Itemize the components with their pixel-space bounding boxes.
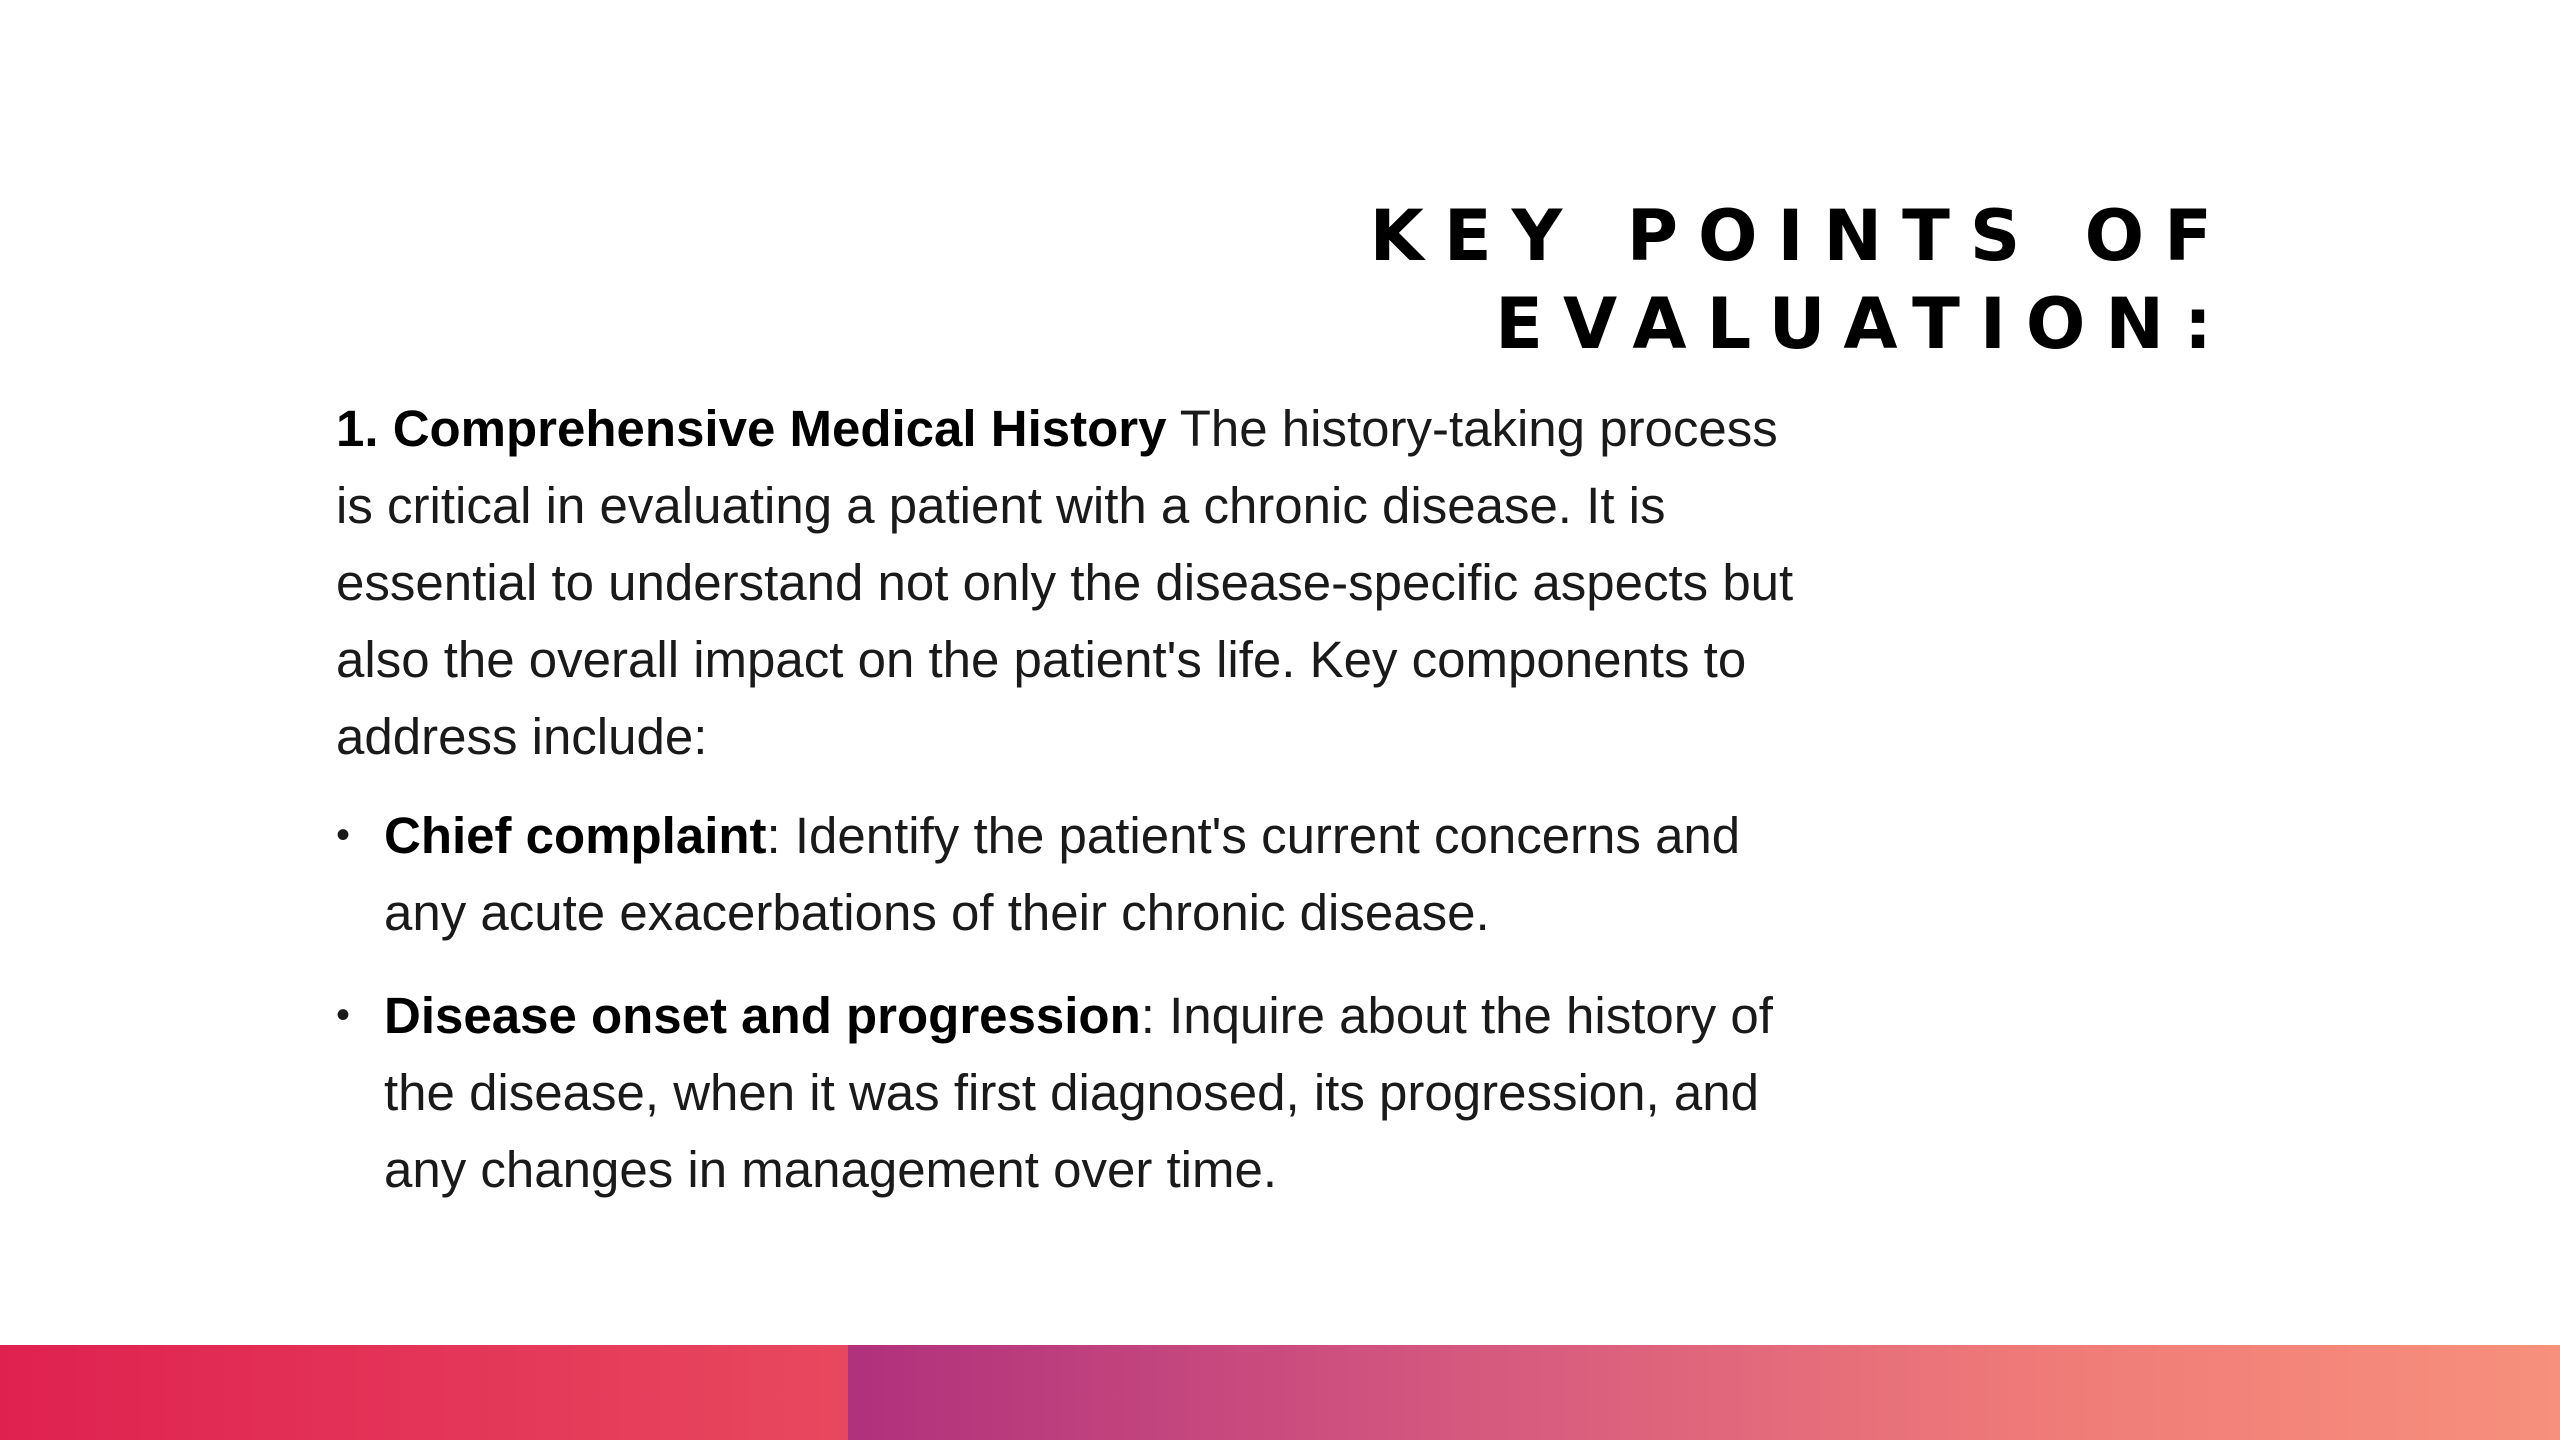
bullet-icon: • (336, 813, 351, 857)
bullet-icon: • (336, 993, 351, 1037)
intro-text: The history-taking process is critical in evaluating a patient with a chronic disease. It is essential to understand not only the disease-specific aspects but also the overall impact on the patient's life. Key components to address include: (336, 400, 1794, 765)
title-line-1: KEY POINTS OF (1369, 195, 2232, 277)
intro-paragraph (336, 390, 1816, 775)
bullet-list (336, 797, 1816, 1208)
slide-body (336, 390, 1816, 1234)
bullet-term: Chief complaint (384, 807, 767, 864)
title-line-2: EVALUATION: (1495, 283, 2232, 365)
list-item (336, 977, 1816, 1208)
slide-title (932, 192, 2232, 368)
bullet-term: Disease onset and progression (384, 987, 1141, 1044)
footer-bar-right (848, 1345, 2560, 1440)
section-heading: 1. Comprehensive Medical History (336, 400, 1167, 457)
bullet-text: : Identify the patient's current concerns and any acute exacerbations of their chronic disease. (384, 807, 1741, 941)
footer-bar-left (0, 1345, 848, 1440)
list-item (336, 797, 1816, 951)
bullet-text: : Inquire about the history of the disease, when it was first diagnosed, its progression, and any changes in management over time. (384, 987, 1773, 1198)
